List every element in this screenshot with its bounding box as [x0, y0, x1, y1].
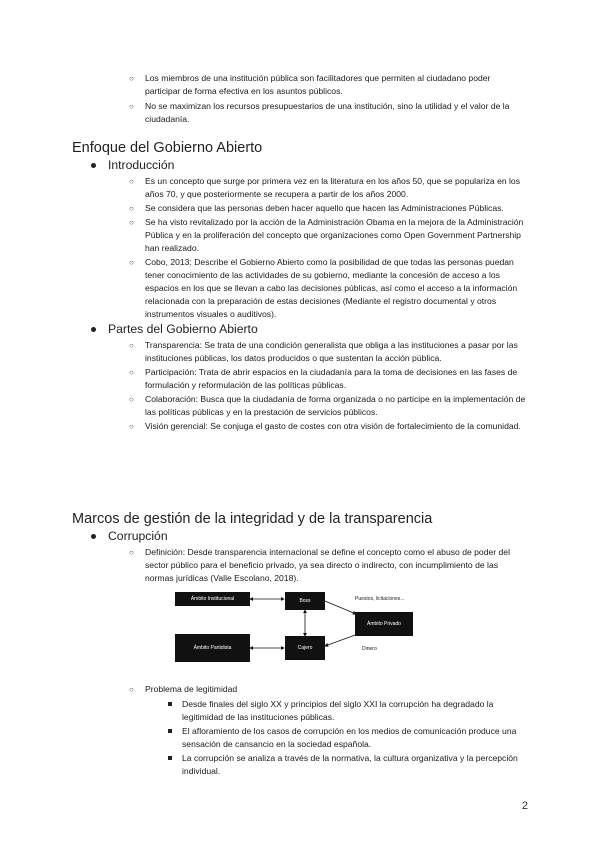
box-partisan: Ámbito Partidista	[175, 634, 250, 662]
list-item: El afloramiento de los casos de corrupción en los medios de comunicación produce una sensación de cansancio en la sociedad española.	[182, 725, 528, 751]
list-item: Desde finales del siglo XX y principios del siglo XXI la corrupción ha degradado la legitimidad de las instituciones públicas.	[182, 698, 528, 724]
corruption-diagram	[172, 584, 417, 680]
section-integridad	[0, 510, 600, 585]
box-private: Ámbito Privado	[355, 612, 413, 636]
list-item: ○ Colaboración: Busca que la ciudadanía de forma organizada o no participe en la implementación de las políticas públicas y en la prestación de servicios públicos.	[145, 393, 528, 419]
list-item: ○ Se ha visto revitalizado por la acción de la Administración Obama en la mejora de la Administración Pública y en la proliferación del concepto que organizaciones como Open Government Partnership han realizado.	[145, 216, 528, 255]
section-heading: Marcos de gestión de la integridad y de la transparencia	[72, 511, 433, 527]
corruption-title: Corrupción	[108, 529, 600, 544]
list-item: ○ Cobo, 2013: Describe el Gobierno Abierto como la posibilidad de que todas las personas puedan tener conocimiento de las actividades de su gobierno, mediante la concesión de acceso a los espacios en los que se llevan a cabo las decisiones públicas, así como el acceso a la información relacionada con la preparación de estas decisiones (Mediante el registro documental y otros instrumentos visuales o auditivos).	[145, 256, 528, 321]
legitimacy-block	[0, 683, 600, 778]
label-money: Dinero	[362, 646, 377, 652]
page-number: 2	[521, 800, 528, 812]
intro-title: Introducción	[108, 158, 600, 173]
list-item: ○ Es un concepto que surge por primera vez en la literatura en los años 50, que se populariza en los años 70, y que posteriormente se recupera a partir de los años 2000.	[145, 175, 528, 201]
list-item: ○ Los miembros de una institución pública son facilitadores que permiten al ciudadano poder participar de forma efectiva en los asuntos públicos.	[145, 72, 528, 98]
box-boss: Boss	[285, 592, 325, 610]
section-gobierno-abierto	[0, 139, 600, 433]
list-item: ○ No se maximizan los recursos presupuestarios de una institución, sino la utilidad y el valor de la ciudadanía.	[145, 100, 528, 126]
list-item: ○ Participación: Trata de abrir espacios en la ciudadanía para la toma de decisiones en las fases de formulación y reformulación de las políticas públicas.	[145, 366, 528, 392]
label-top: Puestos, licitaciones...	[355, 596, 405, 602]
parts-title: Partes del Gobierno Abierto	[108, 322, 600, 337]
list-item: ○ Se considera que las personas deben hacer aquello que hacen las Administraciones Públicas.	[145, 202, 528, 215]
legitimacy-title: ○ Problema de legitimidad	[145, 683, 528, 696]
box-institutional: Ámbito Institucional	[175, 592, 250, 606]
box-cajero: Cajero	[285, 636, 325, 660]
list-item: ○ Transparencia: Se trata de una condición generalista que obliga a las instituciones a pasar por las instituciones públicas, los datos producidos o que sustentan la acción pública.	[145, 339, 528, 365]
top-list	[0, 72, 600, 126]
list-item: La corrupción se analiza a través de la normativa, la cultura organizativa y la percepción individual.	[182, 752, 528, 778]
list-item: ○ Definición: Desde transparencia internacional se define el concepto como el abuso de poder del sector público para el beneficio privado, ya sea directo o indirecto, con incumplimiento de las normas jurídicas (Valle Escolano, 2018).	[145, 546, 528, 585]
section-heading: Enfoque del Gobierno Abierto	[72, 140, 263, 156]
list-item: ○ Visión gerencial: Se conjuga el gasto de costes con otra visión de fortalecimiento de la comunidad.	[145, 420, 528, 433]
